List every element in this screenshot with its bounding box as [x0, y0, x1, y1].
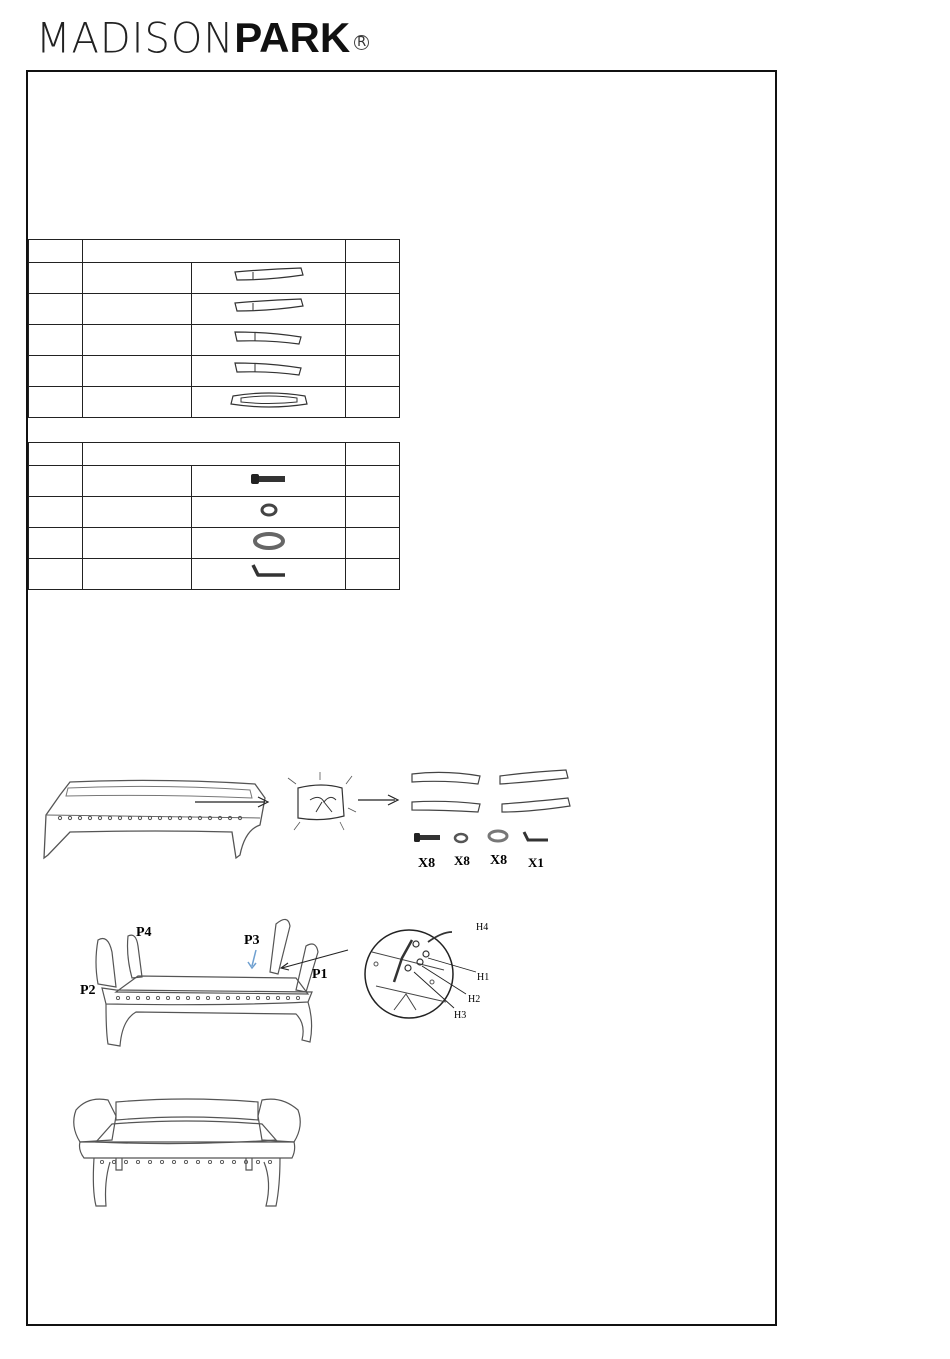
hardware-table-header	[29, 443, 400, 466]
bolt-icon	[249, 471, 289, 487]
brand-name-thin: MADISON	[36, 14, 235, 64]
bench-assembly-drawing	[96, 919, 318, 1046]
brand-name-bold: PARK	[234, 14, 351, 61]
brand-logo	[36, 14, 369, 64]
label-h1: H1	[477, 972, 490, 983]
label-p1: P1	[312, 967, 328, 982]
spring-washer-icon	[259, 502, 279, 518]
label-p3: P3	[244, 933, 260, 948]
step1-unpack-illustration	[40, 760, 580, 875]
label-p4: P4	[136, 925, 152, 940]
bolt-count: X8	[418, 856, 436, 871]
flat-washer-icon	[252, 532, 286, 550]
bench-seat-icon	[227, 388, 311, 412]
table-row	[29, 387, 400, 418]
leg-icon	[229, 297, 309, 317]
leg-icon	[229, 328, 309, 348]
leg-icon	[229, 359, 309, 379]
allen-key-count: X1	[528, 855, 544, 870]
table-row	[29, 294, 400, 325]
step2-attach-legs-illustration	[76, 912, 506, 1052]
table-row	[29, 325, 400, 356]
registered-mark: R	[354, 35, 369, 50]
table-row	[29, 559, 400, 590]
flat-washer-count: X8	[490, 853, 508, 868]
allen-key-icon	[249, 561, 289, 583]
table-row	[29, 528, 400, 559]
parts-table-header	[29, 240, 400, 263]
arrow-to-detail	[282, 950, 348, 968]
table-row	[29, 263, 400, 294]
hardware-table	[28, 442, 400, 590]
spring-washer-count: X8	[454, 853, 470, 868]
legs-drawing	[412, 770, 570, 812]
hardware-package-drawing	[288, 772, 356, 830]
table-row	[29, 356, 400, 387]
parts-table	[28, 239, 400, 418]
step3-finished-bench-illustration	[66, 1090, 306, 1212]
bench-seat-drawing	[44, 780, 265, 858]
label-p2: P2	[80, 983, 96, 998]
label-h2: H2	[468, 994, 481, 1005]
label-h3: H3	[454, 1010, 467, 1021]
table-row	[29, 497, 400, 528]
table-row	[29, 466, 400, 497]
leg-icon	[229, 266, 309, 286]
hardware-drawing	[414, 831, 548, 842]
label-h4: H4	[476, 922, 489, 933]
bolt-detail-circle	[365, 930, 476, 1018]
